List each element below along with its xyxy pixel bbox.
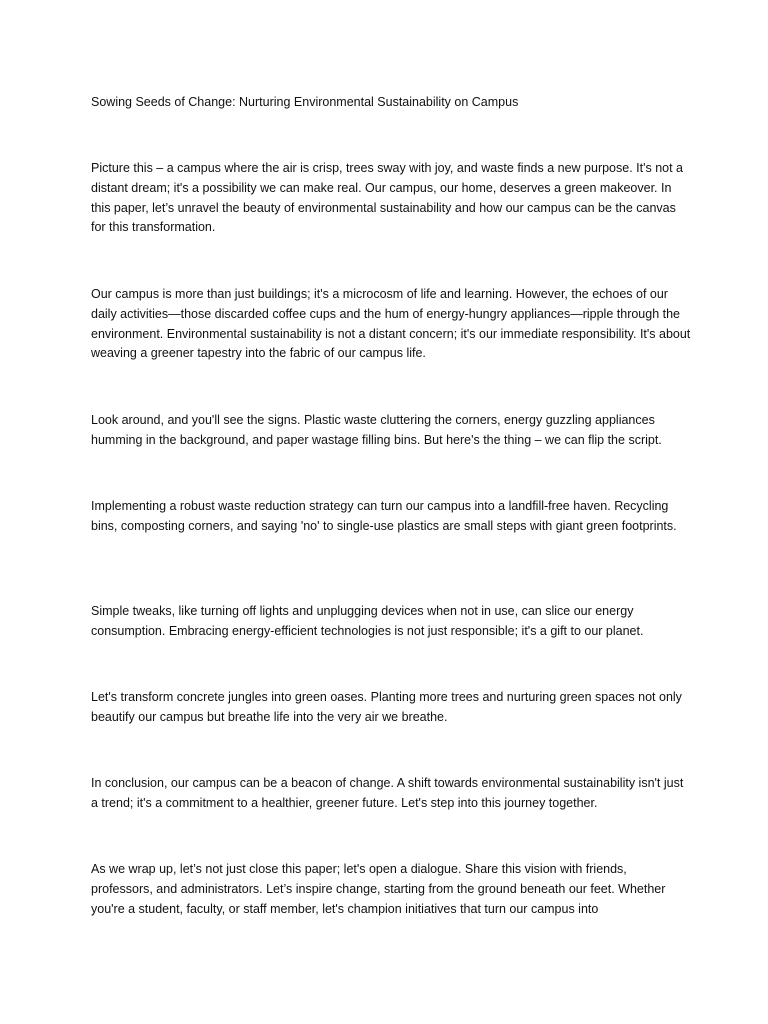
paragraph-green-spaces: Let's transform concrete jungles into green oases. Planting more trees and nurturing green spaces not only beautify our campus but breathe life into the very air we breathe. [91,690,682,724]
paragraph-conclusion: In conclusion, our campus can be a beacon of change. A shift towards environmental sustainability isn't just a trend; it's a commitment to a healthier, greener future. Let's step into this journey together. [91,776,684,810]
paragraph-energy: Simple tweaks, like turning off lights and unplugging devices when not in use, can slice our energy consumption. Embracing energy-efficient technologies is not just responsible; it's a gift to our planet. [91,604,644,638]
paragraph-campus-microcosm: Our campus is more than just buildings; it's a microcosm of life and learning. However, the echoes of our daily activities—those discarded coffee cups and the hum of energy-hungry appliances—ripple through the environment. Environmental sustainability is not a distant concern; it's our immediate responsibility. It's about weaving a greener tapestry into the fabric of our campus life. [91,287,691,361]
paragraph-waste-reduction: Implementing a robust waste reduction strategy can turn our campus into a landfill-free haven. Recycling bins, composting corners, and saying 'no' to single-use plastics are small steps with giant green footprints. [91,499,677,533]
document-title: Sowing Seeds of Change: Nurturing Environmental Sustainability on Campus [91,95,519,109]
paragraph-introduction: Picture this – a campus where the air is crisp, trees sway with joy, and waste finds a new purpose. It's not a distant dream; it's a possibility we can make real. Our campus, our home, deserves a green makeover. In this paper, let’s unravel the beauty of environmental sustainability and how our campus can be the canvas for this transformation. [91,161,684,235]
paragraph-signs: Look around, and you'll see the signs. Plastic waste cluttering the corners, energy guzzling appliances humming in the background, and paper wastage filling bins. But here's the thing – we can flip the script. [91,413,662,447]
paragraph-call-to-action: As we wrap up, let’s not just close this paper; let's open a dialogue. Share this vision with friends, professors, and administrators. Let’s inspire change, starting from the ground beneath our feet. Whether you're a student, faculty, or staff member, let's champion initiatives that turn our campus into [91,862,666,916]
